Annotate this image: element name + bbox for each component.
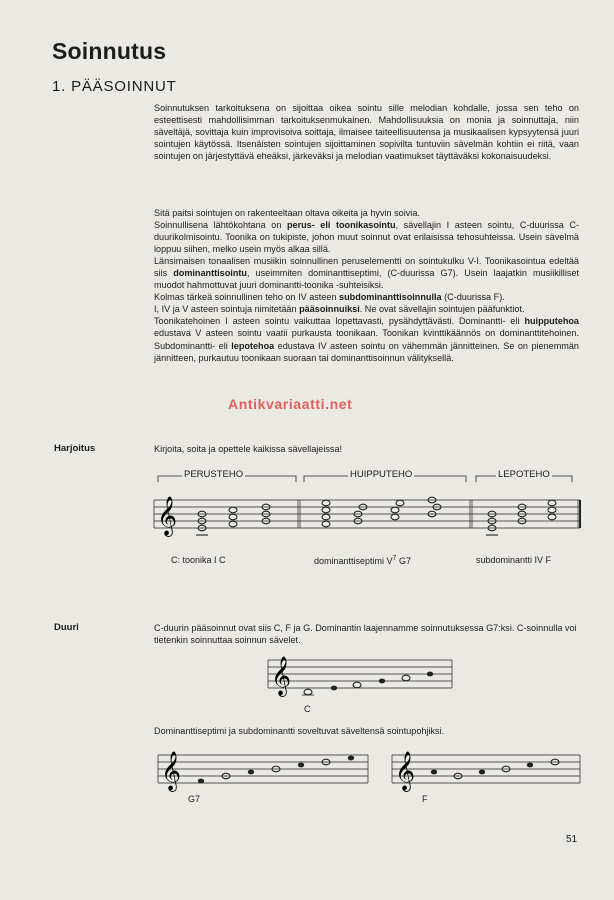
treble-clef-icon: 𝄞 (271, 656, 292, 696)
treble-clef-icon: 𝄞 (157, 496, 178, 536)
c-scale-notes (302, 672, 433, 695)
label-perusteho: PERUSTEHO (184, 469, 244, 480)
term-huipputehoa: huipputehoa (524, 316, 579, 327)
c-scale-staff (268, 660, 452, 688)
section-title: 1. PÄÄSOINNUT (52, 78, 177, 95)
treble-clef-icon: 𝄞 (395, 751, 416, 791)
g7-notes (198, 756, 354, 784)
harjoitus-text: Kirjoita, soita ja opettele kaikissa sävellajeissa! (154, 444, 343, 454)
caption-f: F (422, 794, 428, 804)
para-s1: Sitä paitsi sointujen on rakenteeltaan oltava oikeita ja hyvin soivia. (154, 208, 420, 218)
caption-subdominantti: subdominantti IV F (476, 555, 552, 565)
side-label-harjoitus: Harjoitus (54, 443, 96, 454)
treble-clef-icon: 𝄞 (161, 751, 182, 791)
label-huipputeho: HUIPPUTEHO (350, 469, 413, 480)
para-s3: Länsimaisen tonaalisen musiikin soinnullinen peruselementti on sointukulku V-I. Toonikasointua edeltää siis dominanttisointu, useimmiten dominanttiseptimi, (C-duurissa G7). Usein laajatkin musiikilliset muodot hahmottuvat juuri dominantti-toonika -suhteisiksi. (154, 256, 579, 291)
term-lepotehoa: lepotehoa (231, 340, 275, 351)
para-s2: Soinnullisena lähtökohtana on perus- eli toonikasointu, sävellajin I asteen sointu, C-duurissa C-duurikolmisointu. Toonika on tukipiste, johon muut soinnut ovat erilaisissa tehosuhteissa. Usein sävelmä loppuu siihen, melko usein myös alkaa sillä. (154, 220, 580, 255)
caption-dominanttiseptimi: dominanttiseptimi $V^7$ G7 (314, 555, 411, 566)
caption-toonika: C: toonika I C (171, 555, 226, 565)
g7-staff (158, 755, 368, 783)
para-s6: Toonikatehoinen I asteen sointu vaikuttaa lopettavasti, pysähdyttävästi. Dominantti- eli huipputehoa edustava V asteen sointu vaatii purkausta toonikaan. Toonikan kvinttikäännös on dominanttitehoinen. Subdominantti- eli lepotehoa edustava IV asteen sointu on vähemmän jännitteinen. Se on pienemmän jännitteen, purkautuu toonikaan suoraan tai dominanttisoinnun välityksellä. (154, 316, 579, 363)
page-title: Soinnutus (52, 38, 167, 64)
label-lepoteho: LEPOTEHO (498, 469, 550, 480)
para-s4: Kolmas tärkeä soinnullinen teho on IV asteen subdominanttisoinnulla (C-duurissa F). (154, 292, 505, 303)
term-paasoinnuiksi: pääsoinnuiksi (299, 304, 360, 315)
page-number: 51 (566, 834, 578, 845)
duuri-text: C-duurin pääsoinnut ovat siis C, F ja G. Dominantin laajennamme soinnutuksessa G7:ksi. C-soinnulla voi tietenkin soinnuttaa soinnun sävelet. (154, 623, 577, 646)
intro-text: Soinnutuksen tarkoituksena on sijoittaa oikea sointu sille melodian kohdalle, jossa sen teho on esteettisesti mahdollisimman tarkoituksenmukainen. Mahdollisuuksia on monia ja soinnuttaja, niin säveltäjä, sovittaja kuin improvisoiva soittaja, ilmaisee taiteellisuutensa ja musikaalisen kypsyytensä juuri sointujen käytössä. Itsenäisten sointujen sijoittaminen sopivilta tuntuviin sävelmän kohtiin ei riitä, vaan sointujen on järjestyttävä eheäksi, järkeväksi ja melodian vaatimukset täyttäväksi kokonaisuudeksi. (154, 103, 579, 162)
para-s5: I, IV ja V asteen sointuja nimitetään pääsoinnuiksi. Ne ovat sävellajin sointujen pääfunktiot. (154, 304, 525, 315)
caption-c: C (304, 704, 311, 714)
side-label-duuri: Duuri (54, 622, 79, 633)
chord-notes (196, 497, 556, 535)
caption-g7: G7 (188, 794, 201, 804)
duuri-mid-text: Dominanttiseptimi ja subdominantti soveltuvat säveltensä sointupohjiksi. (154, 726, 445, 736)
f-staff (392, 755, 580, 783)
term-toonikasointu: perus- eli toonikasointu (286, 220, 396, 231)
term-dominanttisointu: dominanttisointu (173, 268, 247, 279)
term-subdominanttisoinnulla: subdominanttisoinnulla (339, 292, 442, 303)
harjoitus-staff (154, 500, 580, 528)
watermark: Antikvariaatti.net (228, 396, 353, 412)
